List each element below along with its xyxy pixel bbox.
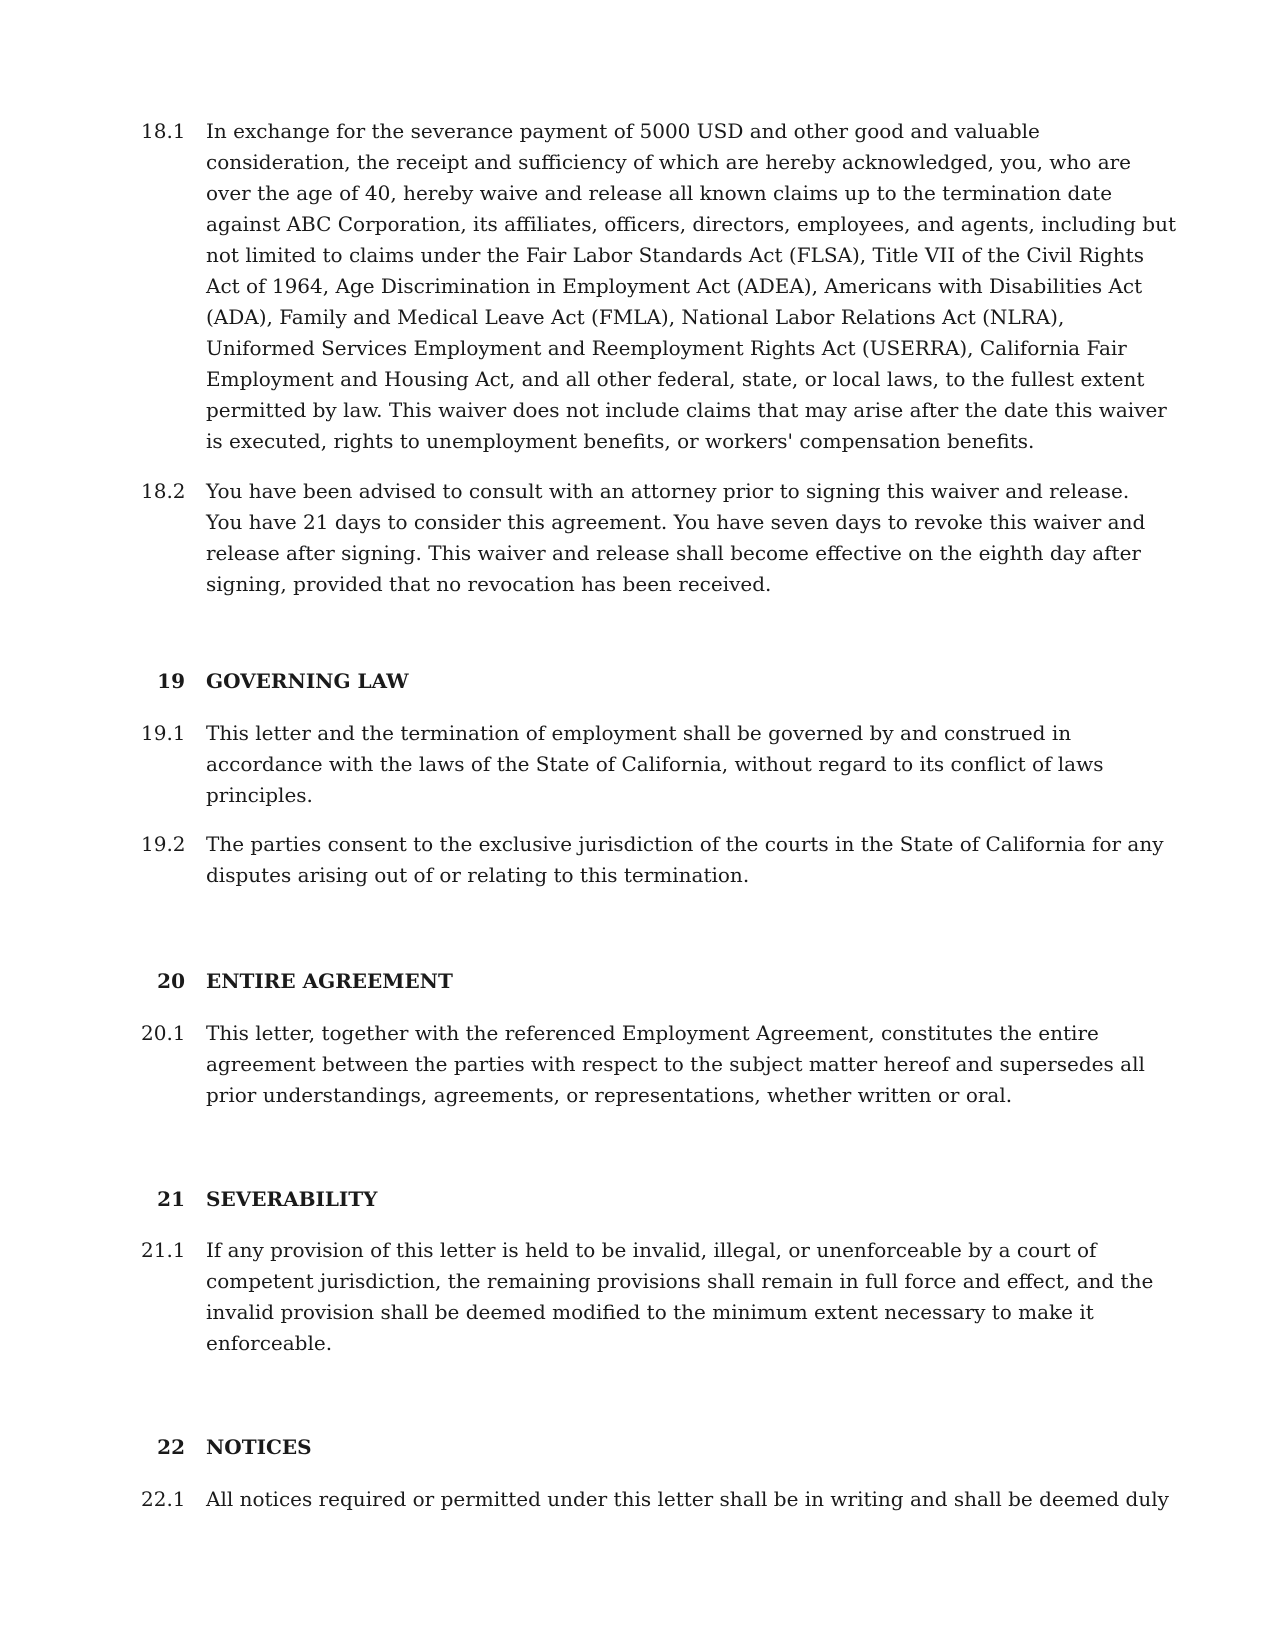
clause-line: consideration, the receipt and sufficiency of which are hereby acknowledged, you, who are [206,150,1132,174]
clause-number: 18.2 [141,479,186,503]
clause-line: You have 21 days to consider this agreement. You have seven days to revoke this waiver and [206,510,1146,534]
section-title: ENTIRE AGREEMENT [206,969,453,993]
clause-line: In exchange for the severance payment of 5000 USD and other good and valuable [206,119,1040,143]
clause-text [206,1484,1169,1515]
clause-line: prior understandings, agreements, or representations, whether written or oral. [206,1083,1013,1107]
clause-line: permitted by law. This waiver does not include claims that may arise after the date this waiver [206,398,1167,422]
clause-line: This letter, together with the referenced Employment Agreement, constitutes the entire [206,1021,1099,1045]
clause-number: 21.1 [141,1238,186,1262]
clause-line: release after signing. This waiver and release shall become effective on the eighth day after [206,541,1141,565]
clause-line: invalid provision shall be deemed modified to the minimum extent necessary to make it [206,1300,1094,1324]
clause-line: competent jurisdiction, the remaining provisions shall remain in full force and effect, and the [206,1269,1154,1293]
section-title: NOTICES [206,1435,312,1459]
clause-line: accordance with the laws of the State of California, without regard to its conflict of laws [206,752,1104,776]
clause-line: All notices required or permitted under this letter shall be in writing and shall be deemed duly [206,1487,1169,1511]
clause-line: Employment and Housing Act, and all other federal, state, or local laws, to the fullest extent [206,367,1145,391]
clause-number: 20.1 [141,1021,186,1045]
clause-line: over the age of 40, hereby waive and release all known claims up to the termination date [206,181,1113,205]
section-title: SEVERABILITY [206,1187,378,1211]
clause-line: If any provision of this letter is held to be invalid, illegal, or unenforceable by a court of [206,1238,1097,1262]
clause-line: The parties consent to the exclusive jurisdiction of the courts in the State of California for any [206,832,1164,856]
clause-line: enforceable. [206,1331,333,1355]
clause-text [206,1018,1145,1111]
clause-line: (ADA), Family and Medical Leave Act (FMLA), National Labor Relations Act (NLRA), [206,305,1065,329]
clause-number: 18.1 [141,119,186,143]
section-title: GOVERNING LAW [206,669,409,693]
clause-number: 22.1 [141,1487,186,1511]
clause-text [206,476,1146,600]
clause-number: 19.2 [141,832,186,856]
clause-line: Uniformed Services Employment and Reemployment Rights Act (USERRA), California Fair [206,336,1127,360]
clause-text [206,718,1131,811]
clause-line: disputes arising out of or relating to this termination. [206,863,750,887]
clause-line: agreement between the parties with respect to the subject matter hereof and supersedes all [206,1052,1145,1076]
section-number: 21 [157,1187,185,1211]
clause-line: not limited to claims under the Fair Labor Standards Act (FLSA), Title VII of the Civil Rights [206,243,1144,267]
clause-line: is executed, rights to unemployment benefits, or workers' compensation benefits. [206,429,1035,453]
section-number: 19 [157,669,185,693]
clause-text [206,1235,1154,1359]
clause-line: signing, provided that no revocation has been received. [206,572,772,596]
section-number: 22 [157,1435,185,1459]
clause-number: 19.1 [141,721,186,745]
clause-line: You have been advised to consult with an attorney prior to signing this waiver and release. [206,479,1130,503]
clause-line: Act of 1964, Age Discrimination in Employment Act (ADEA), Americans with Disabilities Act [206,274,1143,298]
clause-line: against ABC Corporation, its affiliates, officers, directors, employees, and agents, including but [206,212,1176,236]
clause-text [206,829,1164,891]
section-number: 20 [157,969,185,993]
clause-line: This letter and the termination of employment shall be governed by and construed in [206,721,1072,745]
clause-line: principles. [206,783,313,807]
clause-text [206,116,1176,457]
